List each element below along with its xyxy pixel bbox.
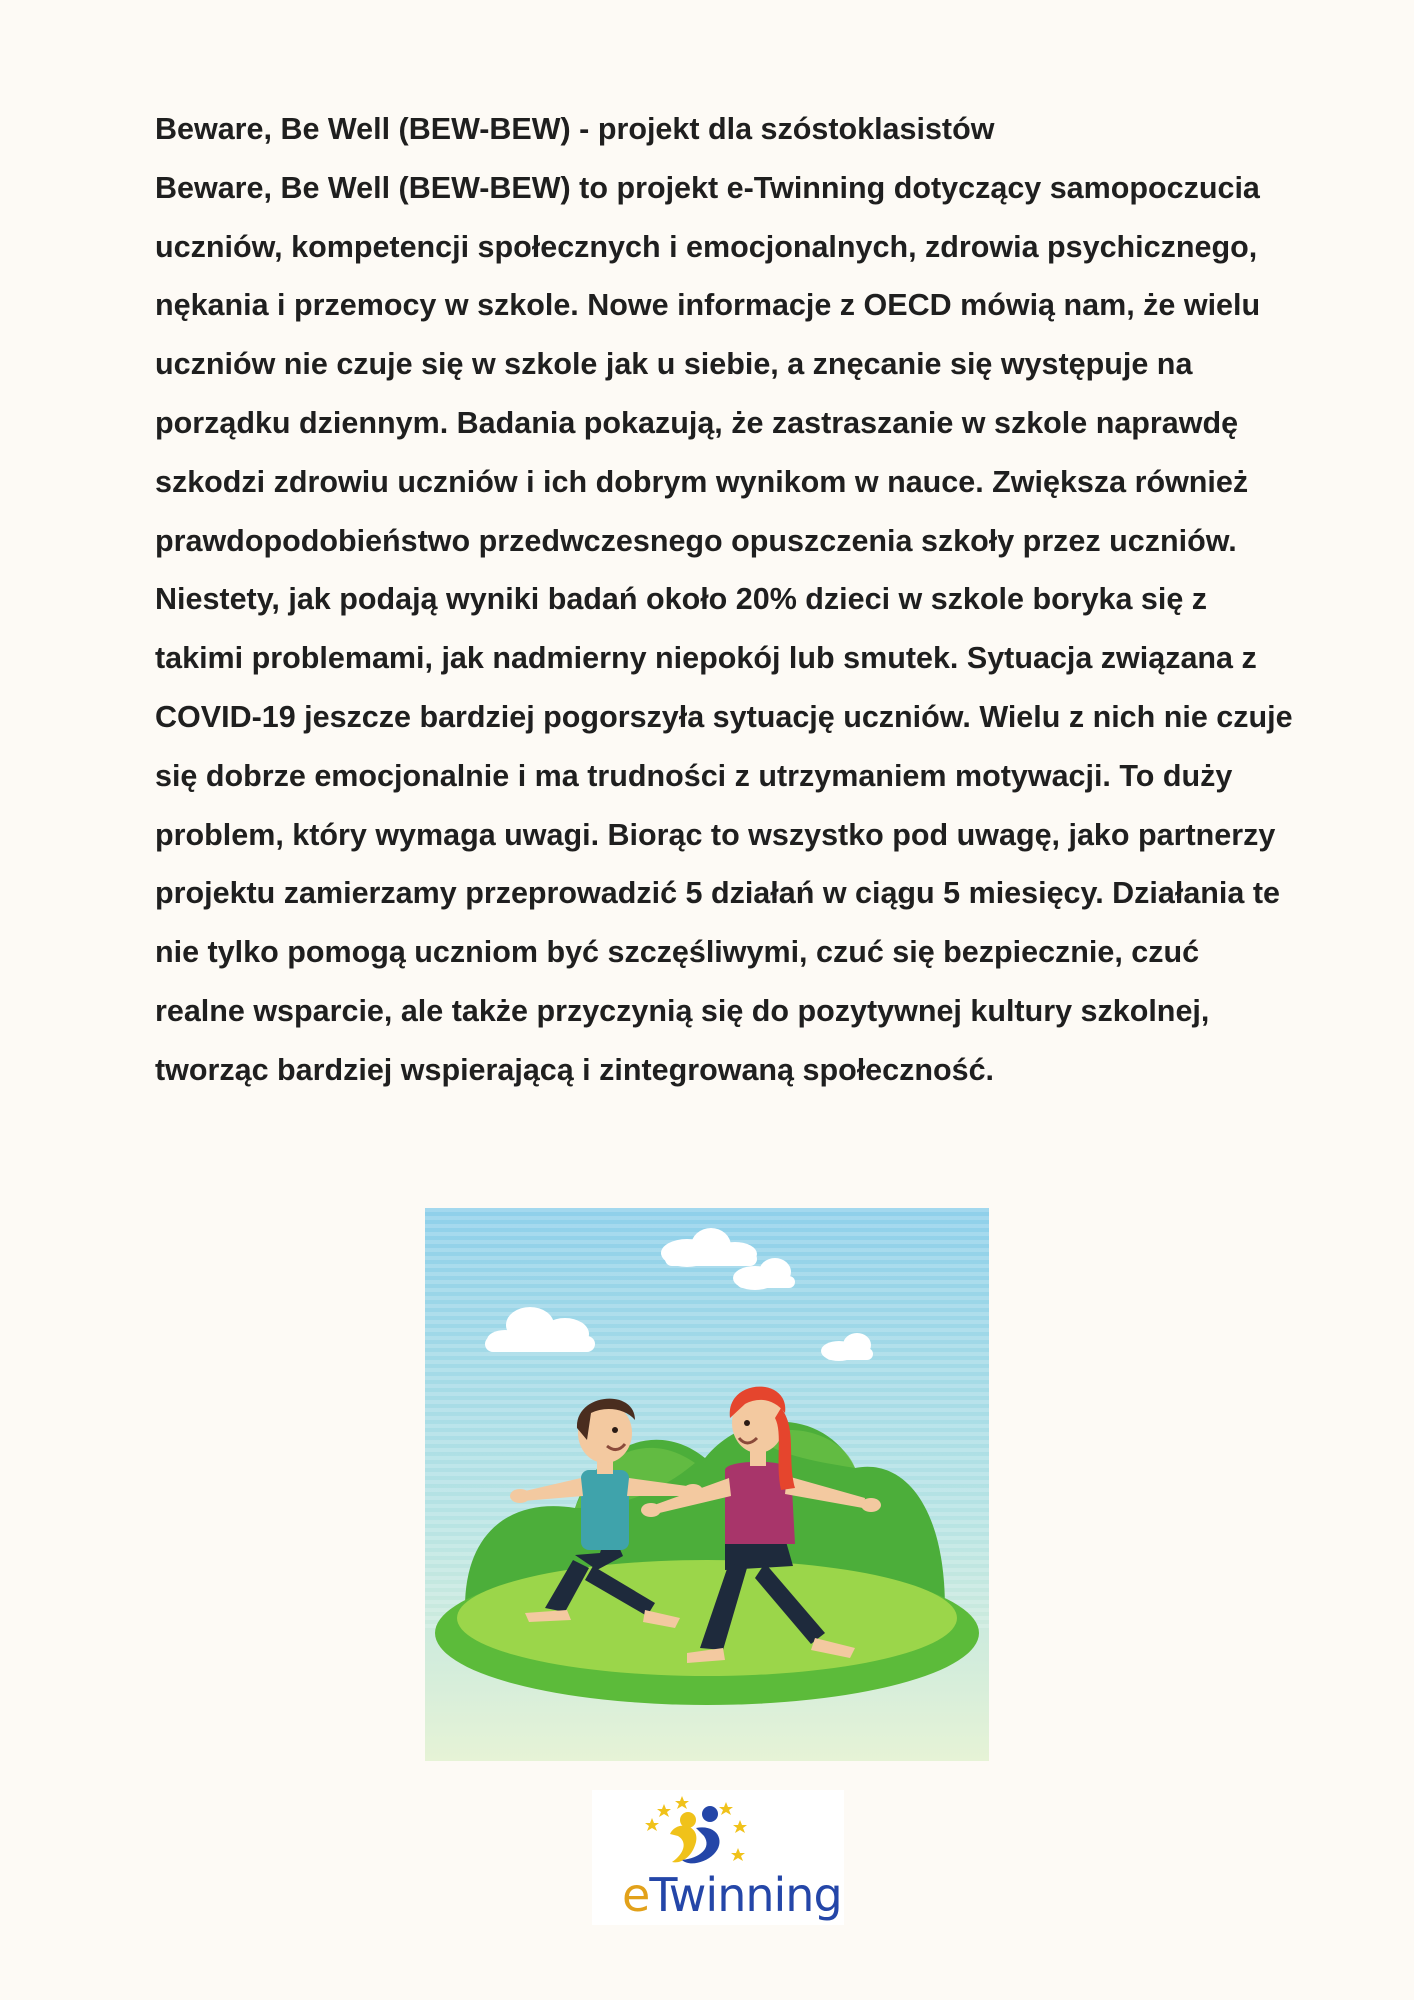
star-icon xyxy=(645,1796,747,1861)
article-body: Beware, Be Well (BEW-BEW) to projekt e-Twinning dotyczący samopoczucia uczniów, kompetencji społecznych i emocjonalnych, zdrowia psychicznego, nękania i przemocy w szkole. Nowe informacje z OECD mówią nam, że wielu uczniów nie czuje się w szkole jak u siebie, a znęcanie się występuje na porządku dziennym. Badania pokazują, że zastraszanie w szkole naprawdę szkodzi zdrowiu uczniów i ich dobrym wynikom w nauce. Zwiększa również prawdopodobieństwo przedwczesnego opuszczenia szkoły przez uczniów. Niestety, jak podają wyniki badań około 20% dzieci w szkole boryka się z takimi problemami, jak nadmierny niepokój lub smutek. Sytuacja związana z COVID-19 jeszcze bardziej pogorszyła sytuację uczniów. Wielu z nich nie czuje się dobrze emocjonalnie i ma trudności z utrzymaniem motywacji. To duży problem, który wymaga uwagi. Biorąc to wszystko pod uwagę, jako partnerzy projektu zamierzamy przeprowadzić 5 działań w ciągu 5 miesięcy. Działania te nie tylko pomogą uczniom być szczęśliwymi, czuć się bezpiecznie, czuć realne wsparcie, ale także przyczynią się do pozytywnej kultury szkolnej, tworząc bardziej wspierającą i zintegrowaną społeczność. xyxy=(155,170,1293,1087)
yoga-kids-illustration xyxy=(425,1208,989,1761)
article-title: Beware, Be Well (BEW-BEW) - projekt dla szóstoklasistów xyxy=(155,112,995,146)
article-text xyxy=(155,100,1295,1100)
etwinning-emblem-icon xyxy=(592,1790,844,1870)
figure-body-yellow xyxy=(670,1826,696,1863)
figure-head-yellow xyxy=(680,1812,696,1828)
etwinning-logo xyxy=(592,1790,844,1925)
logo-word-twinning: Twinning xyxy=(649,1868,842,1922)
illustration-svg xyxy=(425,1208,989,1761)
logo-letter-e: e xyxy=(622,1868,650,1922)
etwinning-wordmark xyxy=(622,1868,842,1922)
figure-head-blue xyxy=(702,1806,718,1822)
